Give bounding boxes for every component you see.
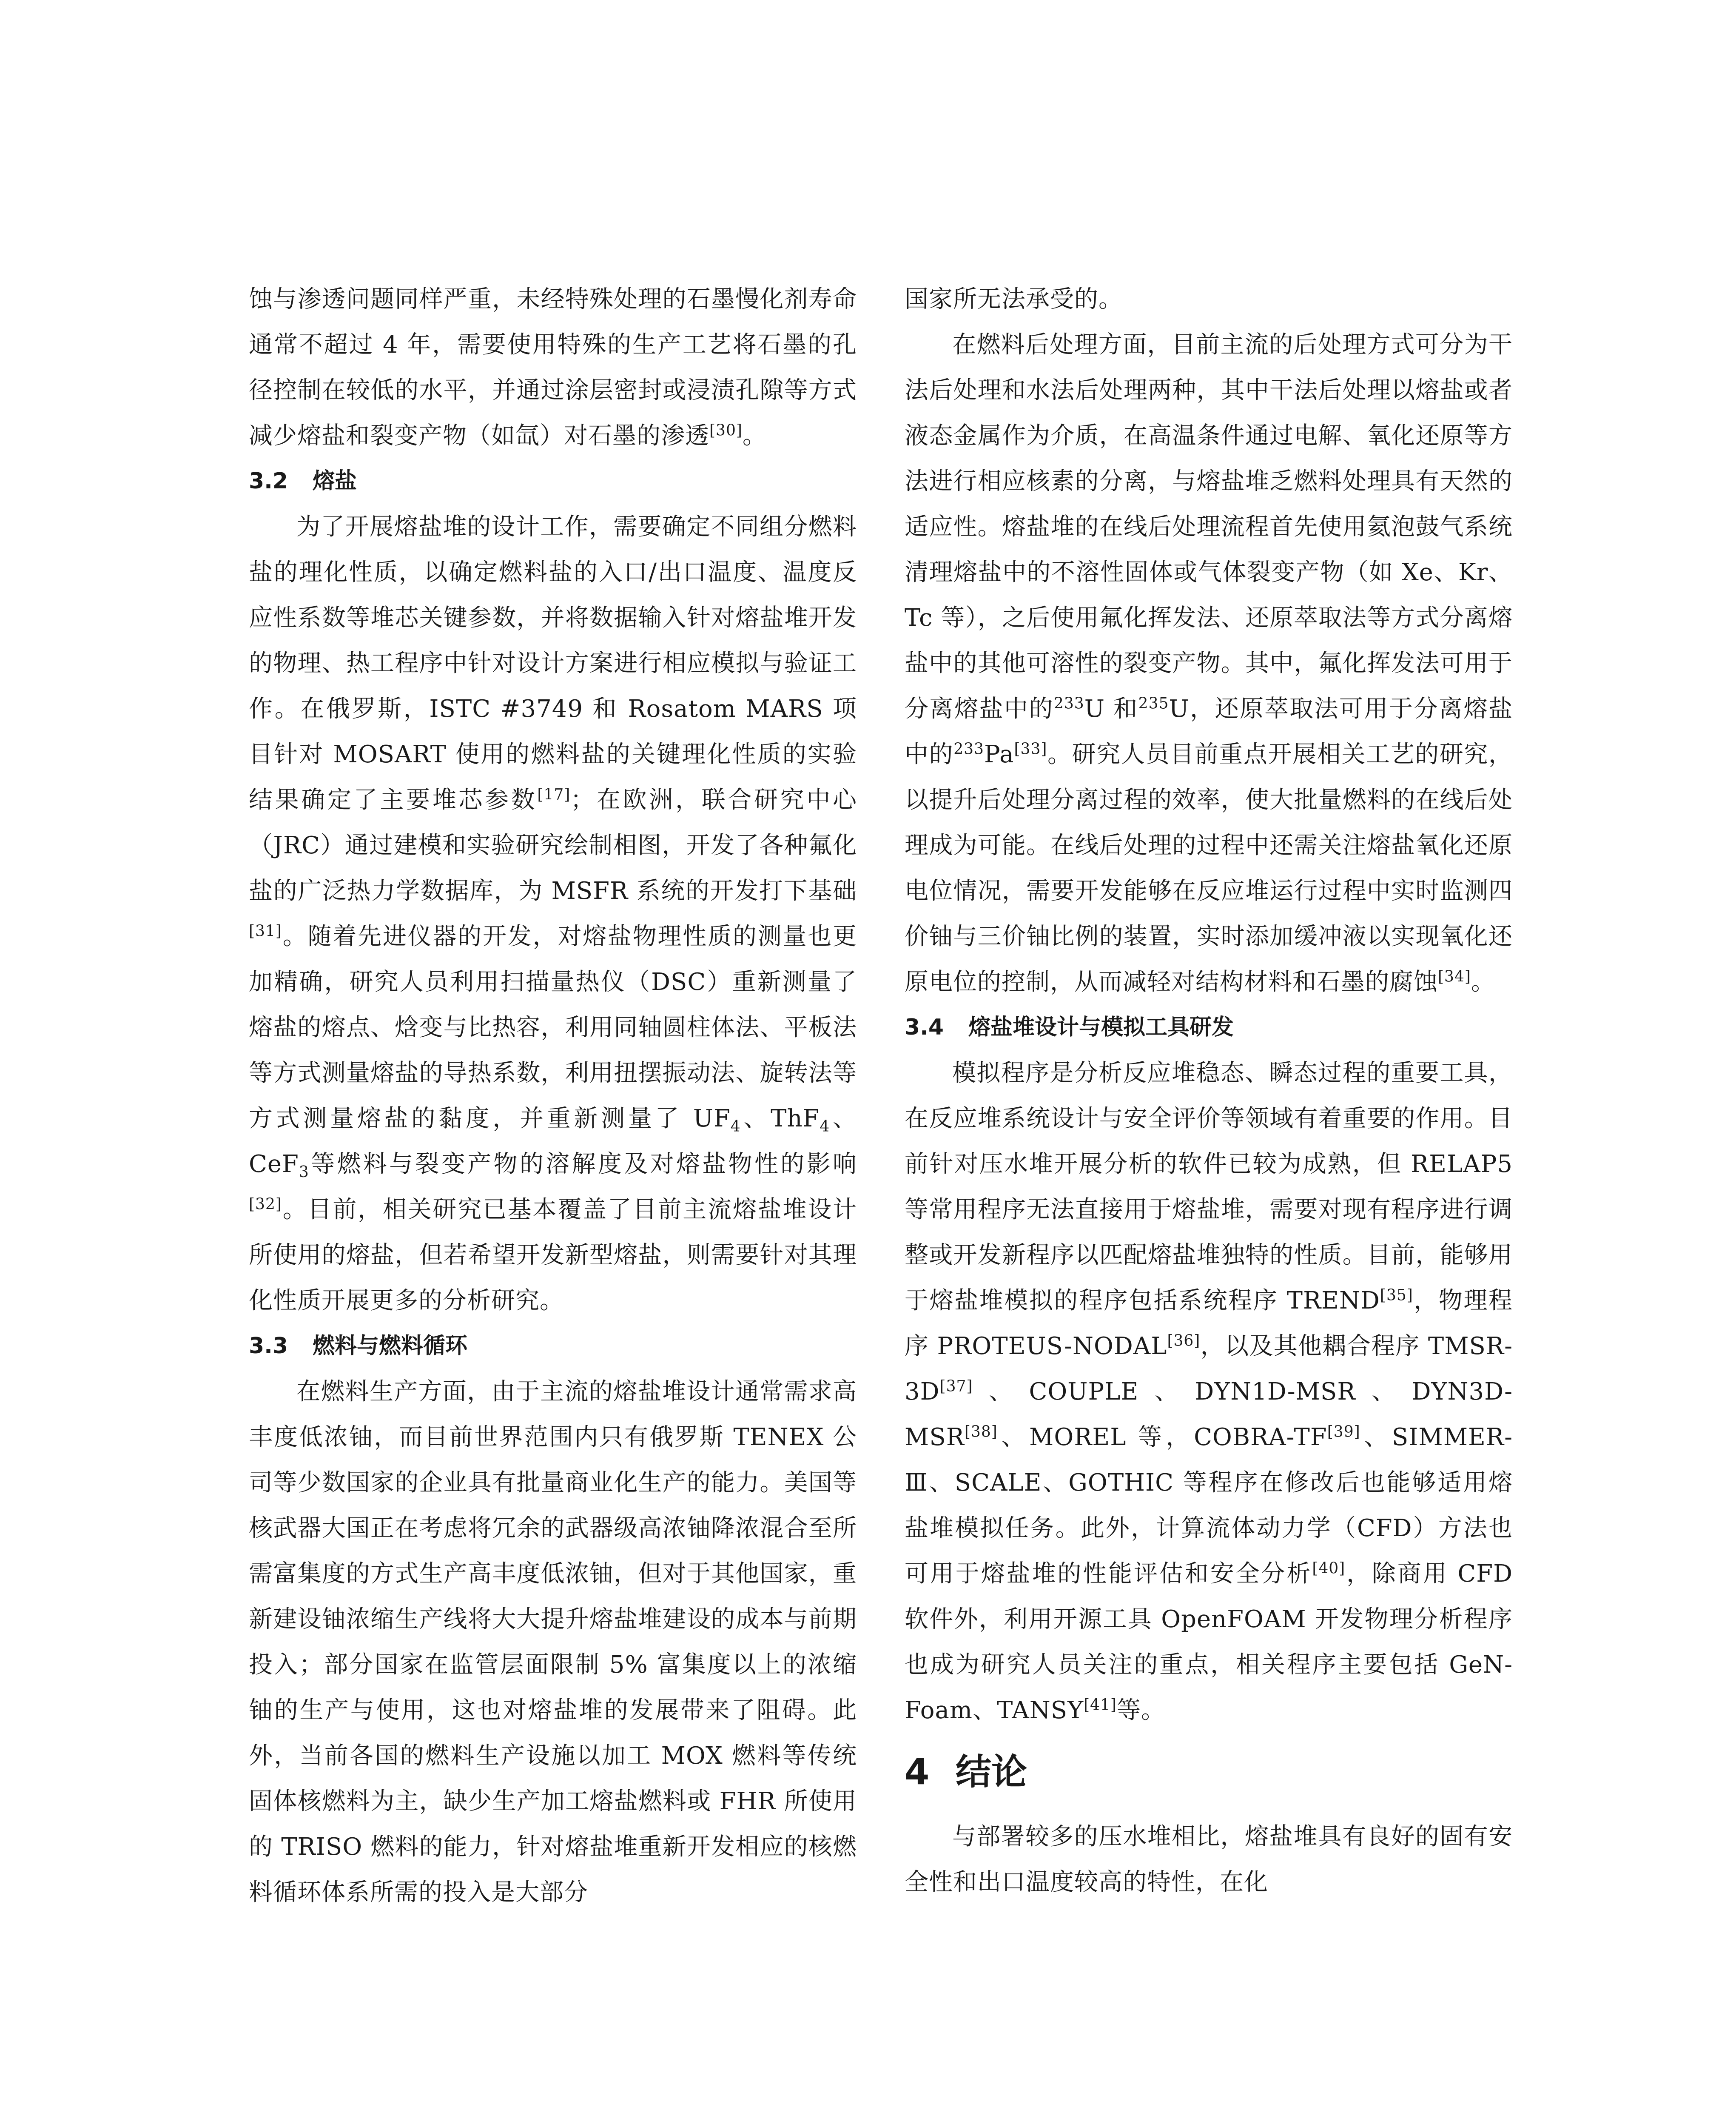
citation-38[interactable]: [38] [964, 1423, 998, 1441]
section-heading-3-2 [249, 459, 857, 504]
citation-32[interactable]: [32] [249, 1195, 282, 1213]
paragraph-graphite-permeation: 蚀与渗透问题同样严重，未经特殊处理的石墨慢化剂寿命通常不超过 4 年，需要使用特殊的生产工艺将石墨的孔径控制在较低的水平，并通过涂层密封或浸渍孔隙等方式减少熔盐和裂变产物（如氙）对石墨的渗透[30]。 [249, 285, 857, 450]
citation-41[interactable]: [41] [1084, 1696, 1117, 1714]
section-heading-4 [905, 1744, 1513, 1799]
section-number: 3.4 [905, 1015, 944, 1040]
paragraph-reprocessing: 在燃料后处理方面，目前主流的后处理方式可分为干法后处理和水法后处理两种，其中干法后处理以熔盐或者液态金属作为介质，在高温条件通过电解、氧化还原等方法进行相应核素的分离，与熔盐堆乏燃料处理具有天然的适应性。熔盐堆的在线后处理流程首先使用氦泡鼓气系统清理熔盐中的不溶性固体或气体裂变产物（如 Xe、Kr、Tc 等），之后使用氟化挥发法、还原萃取法等方式分离熔盐中的其他可溶性的裂变产物。其中，氟化挥发法可用于分离熔盐中的$^{233}$U 和$^{235}$U，还原萃取法可用于分离熔盐中的$^{233}$Pa[33]。研究人员目前重点开展相关工艺的研究，以提升后处理分离过程的效率，使大批量燃料的在线后处理成为可能。在线后处理的过程中还需关注熔盐氧化还原电位情况，需要开发能够在反应堆运行过程中实时监测四价铀与三价铀比例的装置，实时添加缓冲液以实现氧化还原电位的控制，从而减轻对结构材料和石墨的腐蚀[34]。 [905, 331, 1513, 996]
citation-37[interactable]: [37] [939, 1377, 973, 1395]
section-heading-3-4 [905, 1005, 1513, 1050]
paragraph-conclusion: 与部署较多的压水堆相比，熔盐堆具有良好的固有安全性和出口温度较高的特性，在化 [905, 1823, 1513, 1896]
citation-39[interactable]: [39] [1327, 1423, 1360, 1441]
section-number: 4 [905, 1751, 930, 1793]
citation-30[interactable]: [30] [709, 422, 743, 439]
citation-34[interactable]: [34] [1438, 968, 1471, 986]
section-title: 结论 [956, 1751, 1027, 1793]
citation-33[interactable]: [33] [1014, 740, 1047, 758]
section-heading-3-3 [249, 1323, 857, 1369]
left-column [249, 277, 857, 1915]
right-column [905, 277, 1513, 1905]
section-title: 燃料与燃料循环 [313, 1333, 468, 1359]
paragraph-molten-salt: 为了开展熔盐堆的设计工作，需要确定不同组分燃料盐的理化性质，以确定燃料盐的入口/出口温度、温度反应性系数等堆芯关键参数，并将数据输入针对熔盐堆开发的物理、热工程序中针对设计方案进行相应模拟与验证工作。在俄罗斯，ISTC #3749 和 Rosatom MARS 项目针对 MOSART 使用的燃料盐的关键理化性质的实验结果确定了主要堆芯参数[17]；在欧洲，联合研究中心（JRC）通过建模和实验研究绘制相图，开发了各种氟化盐的广泛热力学数据库，为 MSFR 系统的开发打下基础[31]。随着先进仪器的开发，对熔盐物理性质的测量也更加精确，研究人员利用扫描量热仪（DSC）重新测量了熔盐的熔点、焓变与比热容，利用同轴圆柱体法、平板法等方式测量熔盐的导热系数，利用扭摆振动法、旋转法等方式测量熔盐的黏度，并重新测量了 $UF_4$、ThF$_4$、CeF$_3$等燃料与裂变产物的溶解度及对熔盐物性的影响[32]。目前，相关研究已基本覆盖了目前主流熔盐堆设计所使用的熔盐，但若希望开发新型熔盐，则需要针对其理化性质开展更多的分析研究。 [249, 513, 857, 1314]
section-title: 熔盐堆设计与模拟工具研发 [968, 1015, 1234, 1040]
citation-36[interactable]: [36] [1167, 1332, 1201, 1350]
section-title: 熔盐 [313, 468, 357, 494]
citation-35[interactable]: [35] [1380, 1286, 1413, 1304]
citation-40[interactable]: [40] [1312, 1560, 1346, 1577]
paragraph-fuel-production: 在燃料生产方面，由于主流的熔盐堆设计通常需求高丰度低浓铀，而目前世界范围内只有俄罗斯 TENEX 公司等少数国家的企业具有批量商业化生产的能力。美国等核武器大国正在考虑将冗余的武器级高浓铀降浓混合至所需富集度的方式生产高丰度低浓铀，但对于其他国家，重新建设铀浓缩生产线将大大提升熔盐堆建设的成本与前期投入；部分国家在监管层面限制 5% 富集度以上的浓缩铀的生产与使用，这也对熔盐堆的发展带来了阻碍。此外，当前各国的燃料生产设施以加工 MOX 燃料等传统固体核燃料为主，缺少生产加工熔盐燃料或 FHR 所使用的 TRISO 燃料的能力，针对熔盐堆重新开发相应的核燃料循环体系所需的投入是大部分 [249, 1378, 857, 1906]
citation-31[interactable]: [31] [249, 922, 282, 940]
section-number: 3.3 [249, 1333, 288, 1359]
citation-17[interactable]: [17] [537, 786, 571, 804]
paragraph-continuation: 国家所无法承受的。 [905, 285, 1123, 313]
paragraph-simulation-tools: 模拟程序是分析反应堆稳态、瞬态过程的重要工具，在反应堆系统设计与安全评价等领域有着重要的作用。目前针对压水堆开展分析的软件已较为成熟，但 RELAP5 等常用程序无法直接用于熔盐堆，需要对现有程序进行调整或开发新程序以匹配熔盐堆独特的性质。目前，能够用于熔盐堆模拟的程序包括系统程序 TREND[35]，物理程序 PROTEUS-NODAL[36]，以及其他耦合程序 TMSR-3D[37]、COUPLE、DYN1D-MSR、DYN3D-MSR[38]、MOREL 等，COBRA-TF[39]、SIMMER-Ⅲ、SCALE、GOTHIC 等程序在修改后也能够适用熔盐堆模拟任务。此外，计算流体动力学（CFD）方法也可用于熔盐堆的性能评估和安全分析[40]，除商用 CFD 软件外，利用开源工具 OpenFOAM 开发物理分析程序也成为研究人员关注的重点，相关程序主要包括 GeN-Foam、TANSY[41]等。 [905, 1059, 1513, 1724]
section-number: 3.2 [249, 468, 288, 494]
